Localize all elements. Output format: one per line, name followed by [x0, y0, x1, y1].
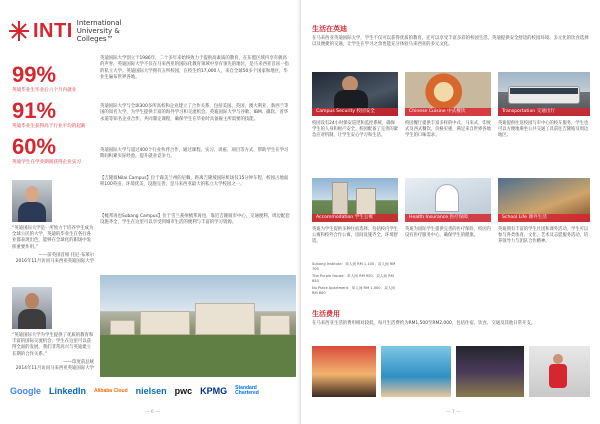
tile-caption-cuisine: 校园餐厅提供丰富多样的中式、马来式、印度式及西式餐饮，价格实惠，满足来自世界各地学生的口味需求。 — [405, 121, 491, 139]
partner-google: Google — [10, 386, 41, 396]
tile-transportation — [498, 72, 590, 116]
section-heading-cost: 生活费用 — [312, 310, 340, 318]
campus-aerial-photo — [100, 275, 296, 377]
tile-label: Chinese Cuisine 中式餐饮 — [405, 108, 491, 116]
intro-paragraph-3: 英迪国际大学与超过400个行业伙伴合作，通过课程、实习、讲座、项目等方式，帮助学生在学习期间积累实际经验，提升就业竞争力。 — [100, 148, 289, 160]
tile-label: School Life 课外生活 — [498, 214, 590, 222]
quote-1 — [12, 226, 94, 265]
quote-date: 2016年11月访问马来西亚英迪国际大学 — [15, 259, 94, 265]
cost-photo-entertainment — [456, 346, 524, 397]
campus-subang-paragraph: 【梳邦再也Subang Campus】位于雪兰莪州梳邦再也，靠近吉隆坡市中心，交通便利，周边配套设施齐全，学生在这里可以享受到城市生活的便利与丰富的学习资源。 — [100, 214, 290, 226]
tile-accommodation — [312, 178, 398, 222]
cost-photo-food — [312, 346, 376, 397]
partner-standard-chartered: Standard Chartered — [235, 385, 259, 396]
quote-text: “英迪国际大学是一所致力于培养学生成为全球公民的大学，英迪的毕业生在各行各业都表现出色，能够在全球化的职场中发挥重要作用。” — [12, 226, 94, 250]
partner-linkedin: LinkedIn — [49, 386, 87, 396]
page-number-left: — 6 — — [145, 410, 160, 415]
stat-label: 英迪毕业生获得高于行业平均的起薪 — [12, 124, 86, 129]
quote-text: “英迪国际大学为学生提供了优质的教育和丰富的国际交流机会，学生在这里可以获得全面的发展，我们非常高兴与英迪建立长期的合作关系。” — [12, 333, 94, 357]
tile-label: Accommodation 学生公寓 — [312, 214, 398, 222]
tile-school-life — [498, 178, 590, 222]
intro-paragraph-1: 英迪国际大学创立于1986年，二十多年来始终致力于提供高素质的教育，在东盟区域内享有极高的声誉，英迪国际大学不仅在马来西亚的国际化教育领域中享有领先的地位，是马来西亚首屈一指的私立大学。英迪国际大学拥有五所校园，在校生约17,000人，来自全球50多个国家和地区，毕业生遍布世界各地。 — [100, 56, 289, 81]
stat-internship — [12, 134, 92, 166]
stat-employment — [12, 62, 92, 94]
page-number-right: — 7 — — [446, 410, 461, 415]
tile-caption-school-life: 英迪拥有丰富的学生社团和课外活动，学生可以参与各类体育、文化、艺术及志愿服务活动，培养领导力与团队合作精神。 — [498, 227, 589, 245]
tile-caption-transport: 英迪提供往返校园与市中心的校车服务，学生也可以方便地乘坐公共交通工具前往吉隆坡及周边地区。 — [498, 121, 589, 139]
stat-value: 99% — [12, 62, 57, 87]
intro-paragraph-2: 英迪国际大学与全球300多所高校和企业建立了合作关系，包括美国、英国、澳大利亚、新西兰等国的知名大学，为学生提供丰富的海外学习和交流机会。英迪国际大学与谷歌、IBM、微软、普华永道等知名企业合作，共同制定课程，确保学生在毕业时具备雇主所需要的技能。 — [100, 104, 289, 122]
stat-value: 91% — [12, 98, 57, 123]
inti-logo — [8, 16, 151, 46]
cost-photo-pool — [381, 346, 451, 397]
tile-campus-security — [312, 72, 398, 116]
right-page — [300, 0, 600, 424]
stat-label: 英迪毕业生毕业后六个月内就业 — [12, 88, 77, 93]
tile-health-insurance — [405, 178, 491, 222]
tile-label: Transportation 交通出行 — [498, 108, 590, 116]
table-row: The Purple House：单人间 RM 950；双人间 RM 650 — [312, 274, 394, 283]
stat-label: 英迪学生在学业期间获得企业实习 — [12, 160, 81, 165]
brand-name: INTI — [33, 19, 73, 42]
portrait-photo-2 — [12, 287, 52, 329]
life-intro-text: 在马来西亚英迪国际大学，学生不仅可以获得优质的教育，还可以享受丰富多彩的校园生活。英迪提供安全舒适的校园环境、多元化的饮食选择以及便捷的交通，让学生在学习之余也能充分体验马来西亚的多元文化。 — [312, 36, 589, 48]
partner-alibaba: Alibaba Cloud — [94, 388, 128, 394]
section-heading-life: 生活在英迪 — [312, 25, 347, 33]
campus-nilai-paragraph: 【吉隆坡Nilai Campus】位于森美兰州的尼赖，距离吉隆坡国际机场仅15分钟车程，校园占地面积100英亩，环境优美，设施完善，是马来西亚最大的私立大学校园之一。 — [100, 176, 289, 188]
partner-logos — [10, 381, 295, 401]
brand-subtitle: International University & Colleges™ — [76, 19, 122, 43]
tile-caption-accommodation: 英迪为学生提供多种住宿选择，包括校内学生公寓和校外合作公寓，房间设施齐全，环境舒适。 — [312, 227, 398, 245]
tile-label: Health Insurance 医疗保障 — [405, 214, 491, 222]
tile-label: Campus Security 校园安全 — [312, 108, 398, 116]
partner-nielsen: nielsen — [135, 386, 167, 396]
quote-date: 2014年11月访问马来西亚英迪国际大学 — [15, 366, 94, 372]
partner-pwc: pwc — [174, 386, 193, 396]
table-row: Nu Place Apartment：单人间 RM 1,000；双人间 RM 600 — [312, 286, 395, 295]
tile-caption-security: 校园设有24小时保安巡逻和监控系统，确保学生的人身和财产安全。校园配备了完善的紧急应对机制，让学生安心学习和生活。 — [312, 121, 398, 139]
accommodation-price-table — [312, 262, 398, 296]
tile-chinese-cuisine — [405, 72, 491, 116]
partner-kpmg: KPMG — [200, 386, 228, 396]
stat-value: 60% — [12, 134, 57, 159]
quote-attribution: ——前英国首相 托尼·布莱尔 — [38, 252, 94, 258]
star-logo-icon — [8, 20, 30, 42]
quote-2 — [12, 333, 94, 372]
cost-photo-sports — [529, 346, 590, 397]
table-row: Subang Institute：单人间 RM 1,100；双人间 RM 700 — [312, 262, 396, 271]
quote-attribution: ——印度前总统 — [63, 359, 94, 365]
stat-salary — [12, 98, 92, 130]
tile-caption-health: 英迪为国际学生提供完善的医疗保险，校园内设有医疗服务中心，确保学生的健康。 — [405, 227, 491, 239]
cost-text: 在马来西亚生活的费用相对较低，每月生活费约为RM1,500至RM2,000，包括住宿、饮食、交通及其他日常开支。 — [312, 321, 536, 326]
portrait-photo-1 — [12, 180, 52, 222]
